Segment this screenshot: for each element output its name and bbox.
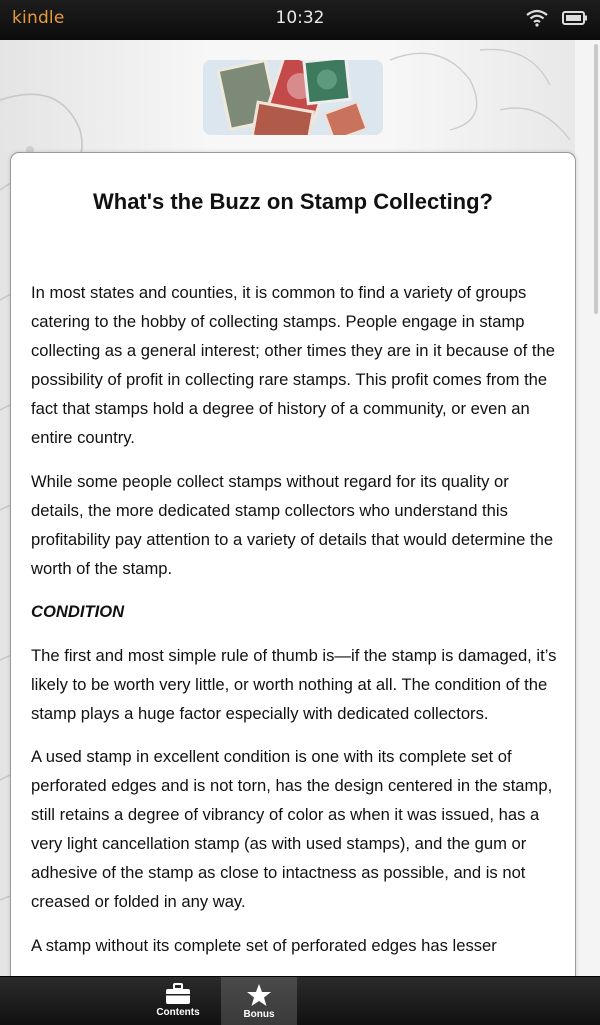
- stamps-image: [203, 60, 383, 135]
- paragraph: While some people collect stamps without regard for its quality or details, the more dedicated stamp collectors who understand this profitability pay attention to a variety of details that would determine the worth of the stamp.: [31, 471, 554, 578]
- stamps-illustration: [203, 60, 383, 135]
- tab-bonus-label: Bonus: [243, 1009, 275, 1020]
- status-bar: [0, 0, 600, 40]
- tab-contents-label: Contents: [156, 1007, 200, 1018]
- star-icon: [246, 983, 272, 1007]
- bottom-toolbar: [0, 976, 600, 1025]
- paragraph: In most states and counties, it is common to find a variety of groups catering to the hobby of collecting stamps. People engage in stamp collecting as a general interest; other times they are in it because of the possibility of profit in collecting rare stamps. This profit comes from the fact that stamps hold a degree of history of a community, or even an entire country.: [31, 283, 555, 447]
- clock: 10:32: [275, 8, 325, 28]
- paragraph: The first and most simple rule of thumb is—if the stamp is damaged, it’s likely to be worth very little, or worth nothing at all. The condition of the stamp plays a huge factor especially with dedicated collectors.: [31, 645, 557, 723]
- briefcase-icon: [165, 983, 191, 1005]
- section-heading: CONDITION: [31, 602, 125, 621]
- kindle-logo: kindle: [12, 8, 65, 28]
- paragraph: A used stamp in excellent condition is one with its complete set of perforated edges and is not torn, has the design centered in the stamp, still retains a degree of vibrancy of color as when it was issued, has a very light cancellation stamp (as with used stamps), and the gum or adhesive of the stamp as close to intactness as possible, and is not creased or folded in any way.: [31, 747, 553, 911]
- wifi-icon: [526, 9, 548, 27]
- article-body: [31, 278, 561, 974]
- tab-contents[interactable]: [140, 977, 216, 1025]
- battery-icon: [562, 10, 588, 26]
- tab-bonus[interactable]: [221, 977, 297, 1025]
- page-title: What's the Buzz on Stamp Collecting?: [92, 189, 493, 214]
- paragraph: A stamp without its complete set of perforated edges has lesser: [31, 935, 497, 955]
- content-card: [10, 152, 576, 994]
- scrollbar-thumb[interactable]: [594, 44, 598, 314]
